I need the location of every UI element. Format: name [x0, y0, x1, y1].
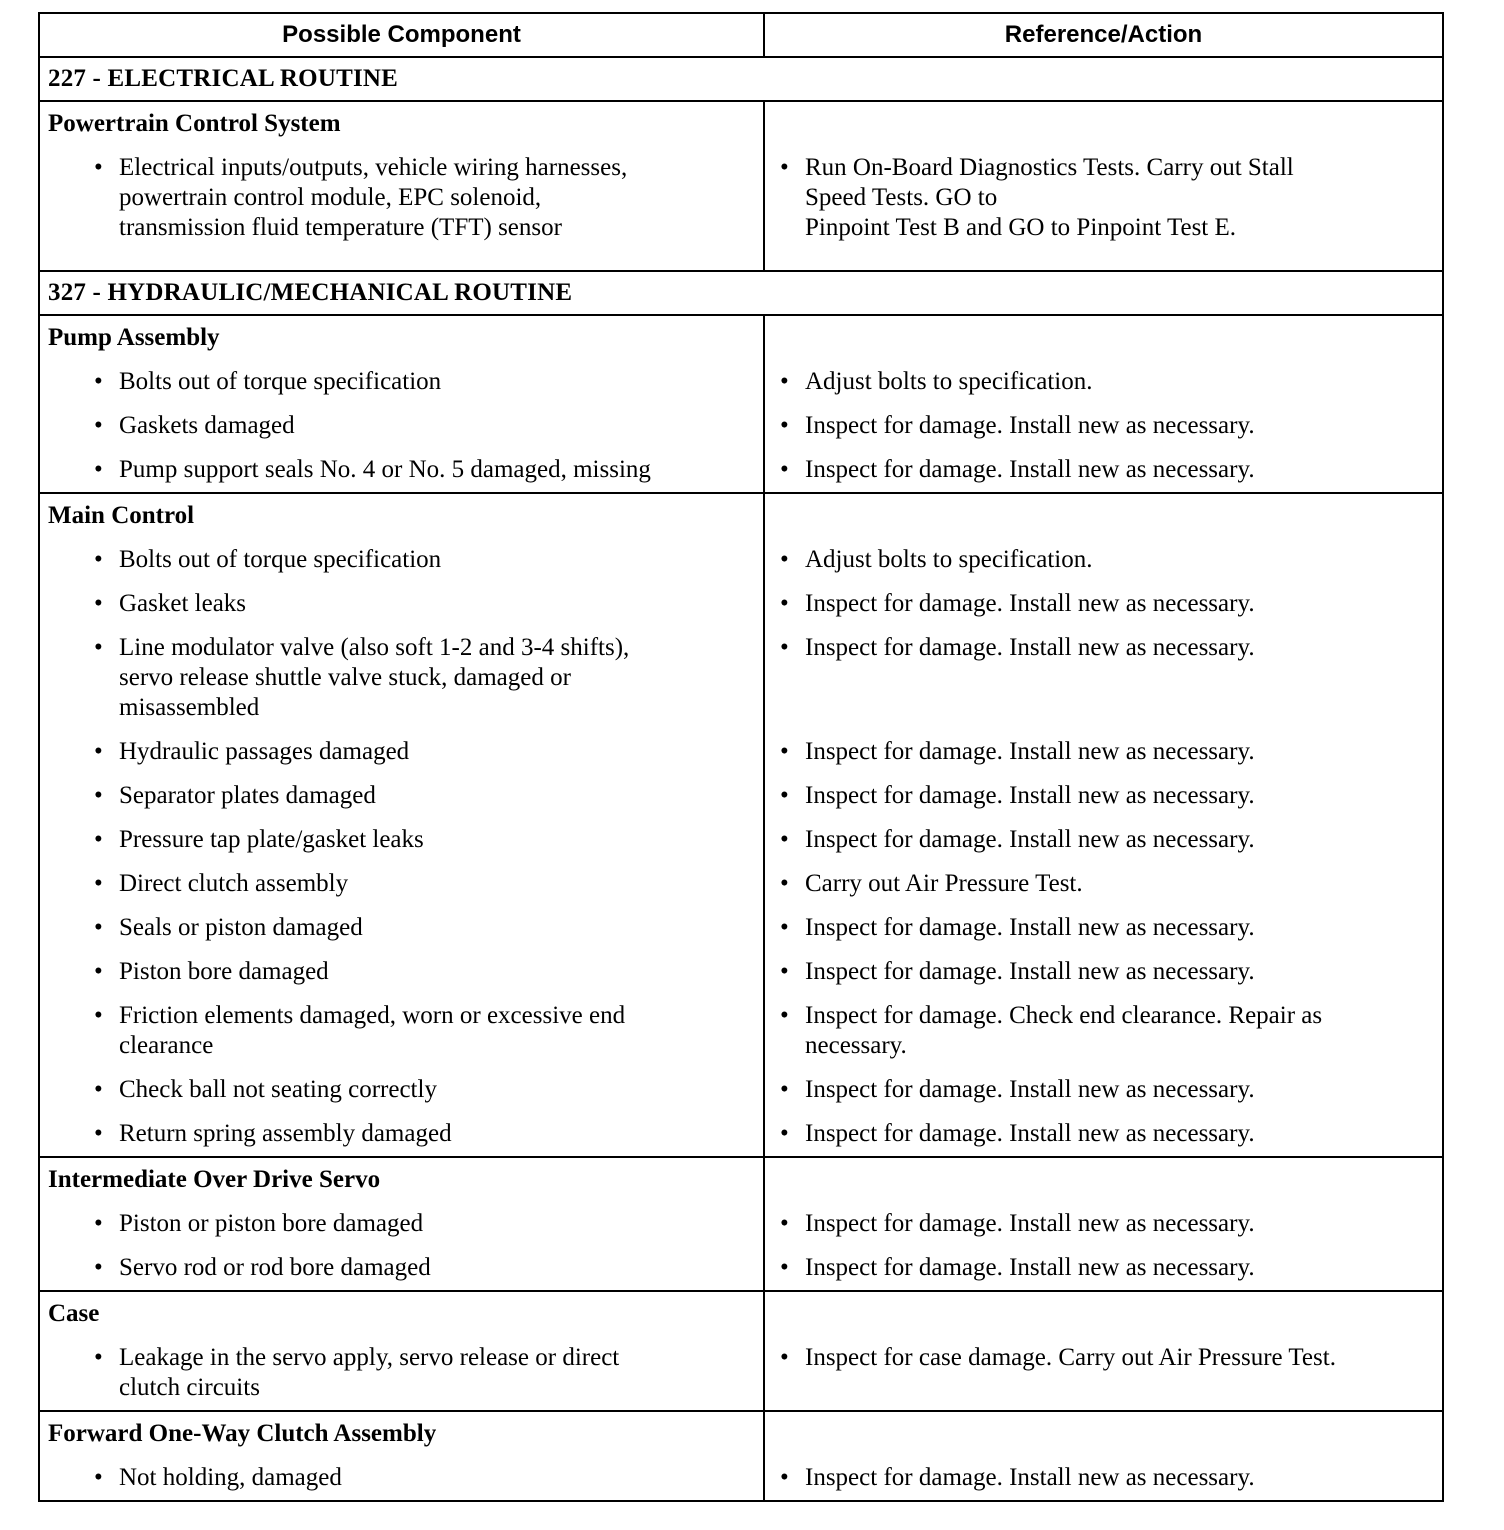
- action-item: [765, 1112, 1442, 1156]
- bullet-icon: •: [94, 1254, 103, 1281]
- action-item: [765, 1202, 1442, 1246]
- bullet-icon: •: [780, 782, 789, 809]
- component-item: [40, 1456, 763, 1500]
- component-item: [40, 818, 763, 862]
- text-line: Inspect for damage. Check end clearance. Repair as: [805, 1002, 1323, 1029]
- group-row: [39, 1291, 1443, 1411]
- bullet-icon: •: [780, 1464, 789, 1491]
- text-line: Speed Tests. GO to: [805, 184, 998, 211]
- bullet-icon: •: [94, 1344, 103, 1371]
- text-line: Bolts out of torque specification: [119, 368, 442, 395]
- action-item: [765, 146, 1442, 250]
- text-line: Inspect for damage. Install new as necessary.: [805, 958, 1255, 985]
- reference-cell: [764, 1157, 1443, 1291]
- bullet-icon: •: [94, 1120, 103, 1147]
- text-line: Gaskets damaged: [119, 412, 295, 439]
- group-row: [39, 493, 1443, 1157]
- component-item: [40, 360, 763, 404]
- component-item: [40, 774, 763, 818]
- diagnosis-table: [38, 12, 1444, 1502]
- component-item: [40, 1202, 763, 1246]
- bullet-icon: •: [780, 870, 789, 897]
- text-line: Inspect for damage. Install new as necessary.: [805, 914, 1255, 941]
- text-line: Leakage in the servo apply, servo release or direct: [119, 1344, 620, 1371]
- bullet-icon: •: [94, 412, 103, 439]
- action-item: [765, 950, 1442, 994]
- reference-cell: [764, 101, 1443, 271]
- action-item: [765, 1068, 1442, 1112]
- component-item: [40, 994, 763, 1068]
- action-item: [765, 626, 1442, 730]
- text-line: Inspect for damage. Install new as necessary.: [805, 826, 1255, 853]
- table-body: [39, 57, 1443, 1501]
- group-row: [39, 101, 1443, 271]
- header-possible-component: Possible Component: [39, 13, 764, 57]
- component-item: [40, 448, 763, 492]
- action-item: [765, 448, 1442, 492]
- text-line: Line modulator valve (also soft 1-2 and 3-4 shifts),: [119, 634, 630, 661]
- cell-spacer: [765, 250, 1442, 270]
- bullet-icon: •: [94, 634, 103, 661]
- group-row: [39, 1157, 1443, 1291]
- text-line: Run On-Board Diagnostics Tests. Carry out Stall: [805, 154, 1294, 181]
- bullet-icon: •: [780, 412, 789, 439]
- bullet-icon: •: [780, 1076, 789, 1103]
- text-line: Check ball not seating correctly: [119, 1076, 437, 1103]
- bullet-icon: •: [780, 1210, 789, 1237]
- bullet-icon: •: [94, 1076, 103, 1103]
- group-title: Powertrain Control System: [48, 110, 341, 137]
- bullet-icon: •: [780, 634, 789, 661]
- group-title: Forward One-Way Clutch Assembly: [48, 1420, 437, 1447]
- text-line: Inspect for damage. Install new as necessary.: [805, 1120, 1255, 1147]
- component-item: [40, 538, 763, 582]
- text-line: Piston or piston bore damaged: [119, 1210, 424, 1237]
- bullet-icon: •: [94, 1002, 103, 1029]
- component-item: [40, 146, 763, 250]
- component-cell: [39, 493, 764, 1157]
- component-item: [40, 626, 763, 730]
- component-item: [40, 906, 763, 950]
- bullet-icon: •: [780, 914, 789, 941]
- bullet-icon: •: [780, 1120, 789, 1147]
- bullet-icon: •: [780, 546, 789, 573]
- action-item: [765, 862, 1442, 906]
- section-title: 327 - HYDRAULIC/MECHANICAL ROUTINE: [39, 271, 1443, 315]
- text-line: Adjust bolts to specification.: [805, 368, 1093, 395]
- component-cell: [39, 1291, 764, 1411]
- cell-spacer: [765, 494, 1442, 538]
- component-item: [40, 950, 763, 994]
- cell-spacer: [765, 1412, 1442, 1456]
- component-item: [40, 1336, 763, 1410]
- text-line: necessary.: [805, 1032, 907, 1059]
- text-line: Adjust bolts to specification.: [805, 546, 1093, 573]
- action-item: [765, 774, 1442, 818]
- text-line: misassembled: [119, 694, 260, 721]
- text-line: Return spring assembly damaged: [119, 1120, 452, 1147]
- component-item: [40, 862, 763, 906]
- text-line: Servo rod or rod bore damaged: [119, 1254, 431, 1281]
- action-item: [765, 1246, 1442, 1290]
- group-title: Case: [48, 1300, 100, 1327]
- bullet-icon: •: [780, 958, 789, 985]
- component-item: [40, 1068, 763, 1112]
- action-item: [765, 730, 1442, 774]
- text-line: Hydraulic passages damaged: [119, 738, 410, 765]
- bullet-icon: •: [94, 826, 103, 853]
- text-line: Inspect for damage. Install new as necessary.: [805, 1254, 1255, 1281]
- bullet-icon: •: [94, 782, 103, 809]
- text-line: Inspect for damage. Install new as necessary.: [805, 1076, 1255, 1103]
- bullet-icon: •: [780, 1002, 789, 1029]
- bullet-icon: •: [780, 1344, 789, 1371]
- text-line: Inspect for damage. Install new as necessary.: [805, 412, 1255, 439]
- section-title: 227 - ELECTRICAL ROUTINE: [39, 57, 1443, 101]
- text-line: clearance: [119, 1032, 214, 1059]
- bullet-icon: •: [780, 154, 789, 181]
- text-line: Pump support seals No. 4 or No. 5 damaged, missing: [119, 456, 651, 483]
- bullet-icon: •: [94, 1464, 103, 1491]
- bullet-icon: •: [94, 870, 103, 897]
- component-item: [40, 1246, 763, 1290]
- text-line: Bolts out of torque specification: [119, 546, 442, 573]
- text-line: Direct clutch assembly: [119, 870, 349, 897]
- group-title: Intermediate Over Drive Servo: [48, 1166, 381, 1193]
- action-item: [765, 582, 1442, 626]
- cell-spacer: [765, 102, 1442, 146]
- component-item: [40, 1112, 763, 1156]
- bullet-icon: •: [94, 958, 103, 985]
- text-line: Separator plates damaged: [119, 782, 376, 809]
- bullet-icon: •: [780, 456, 789, 483]
- component-cell: [39, 1157, 764, 1291]
- action-item: [765, 360, 1442, 404]
- text-line: Inspect for damage. Install new as necessary.: [805, 456, 1255, 483]
- text-line: Piston bore damaged: [119, 958, 329, 985]
- text-line: Friction elements damaged, worn or excessive end: [119, 1002, 626, 1029]
- text-line: Inspect for damage. Install new as necessary.: [805, 590, 1255, 617]
- text-line: Not holding, damaged: [119, 1464, 342, 1491]
- cell-spacer: [765, 1292, 1442, 1336]
- component-cell: [39, 1411, 764, 1501]
- text-line: Inspect for case damage. Carry out Air Pressure Test.: [805, 1344, 1336, 1371]
- text-line: Electrical inputs/outputs, vehicle wiring harnesses,: [119, 154, 628, 181]
- text-line: Inspect for damage. Install new as necessary.: [805, 1210, 1255, 1237]
- action-item: [765, 994, 1442, 1068]
- bullet-icon: •: [94, 368, 103, 395]
- reference-cell: [764, 315, 1443, 493]
- text-line: Pinpoint Test B and GO to Pinpoint Test E.: [805, 214, 1237, 241]
- bullet-icon: •: [780, 1254, 789, 1281]
- action-item: [765, 1456, 1442, 1500]
- header-reference-action: Reference/Action: [764, 13, 1443, 57]
- text-line: Inspect for damage. Install new as necessary.: [805, 738, 1255, 765]
- text-line: servo release shuttle valve stuck, damaged or: [119, 664, 571, 691]
- reference-cell: [764, 1291, 1443, 1411]
- text-line: Carry out Air Pressure Test.: [805, 870, 1083, 897]
- bullet-icon: •: [780, 368, 789, 395]
- bullet-icon: •: [94, 738, 103, 765]
- text-line: Pressure tap plate/gasket leaks: [119, 826, 424, 853]
- text-line: Gasket leaks: [119, 590, 247, 617]
- bullet-icon: •: [94, 914, 103, 941]
- bullet-icon: •: [780, 590, 789, 617]
- text-line: Inspect for damage. Install new as necessary.: [805, 782, 1255, 809]
- cell-spacer: [765, 1158, 1442, 1202]
- bullet-icon: •: [780, 826, 789, 853]
- component-item: [40, 730, 763, 774]
- section-row: [39, 57, 1443, 101]
- component-cell: [39, 315, 764, 493]
- group-title: Pump Assembly: [48, 324, 220, 351]
- section-row: [39, 271, 1443, 315]
- action-item: [765, 818, 1442, 862]
- reference-cell: [764, 493, 1443, 1157]
- group-row: [39, 315, 1443, 493]
- cell-spacer: [765, 316, 1442, 360]
- group-row: [39, 1411, 1443, 1501]
- bullet-icon: •: [94, 1210, 103, 1237]
- text-line: powertrain control module, EPC solenoid,: [119, 184, 542, 211]
- component-cell: [39, 101, 764, 271]
- group-title: Main Control: [48, 502, 195, 529]
- text-line: Inspect for damage. Install new as necessary.: [805, 1464, 1255, 1491]
- text-line: Seals or piston damaged: [119, 914, 363, 941]
- text-line: Inspect for damage. Install new as necessary.: [805, 634, 1255, 661]
- text-line: clutch circuits: [119, 1374, 260, 1401]
- component-item: [40, 404, 763, 448]
- bullet-icon: •: [94, 590, 103, 617]
- action-item: [765, 538, 1442, 582]
- text-line: transmission fluid temperature (TFT) sensor: [119, 214, 562, 241]
- action-item: [765, 1336, 1442, 1410]
- action-item: [765, 404, 1442, 448]
- bullet-icon: •: [94, 546, 103, 573]
- header-row: [39, 13, 1443, 57]
- reference-cell: [764, 1411, 1443, 1501]
- cell-spacer: [40, 250, 763, 270]
- bullet-icon: •: [94, 456, 103, 483]
- bullet-icon: •: [94, 154, 103, 181]
- component-item: [40, 582, 763, 626]
- action-item: [765, 906, 1442, 950]
- bullet-icon: •: [780, 738, 789, 765]
